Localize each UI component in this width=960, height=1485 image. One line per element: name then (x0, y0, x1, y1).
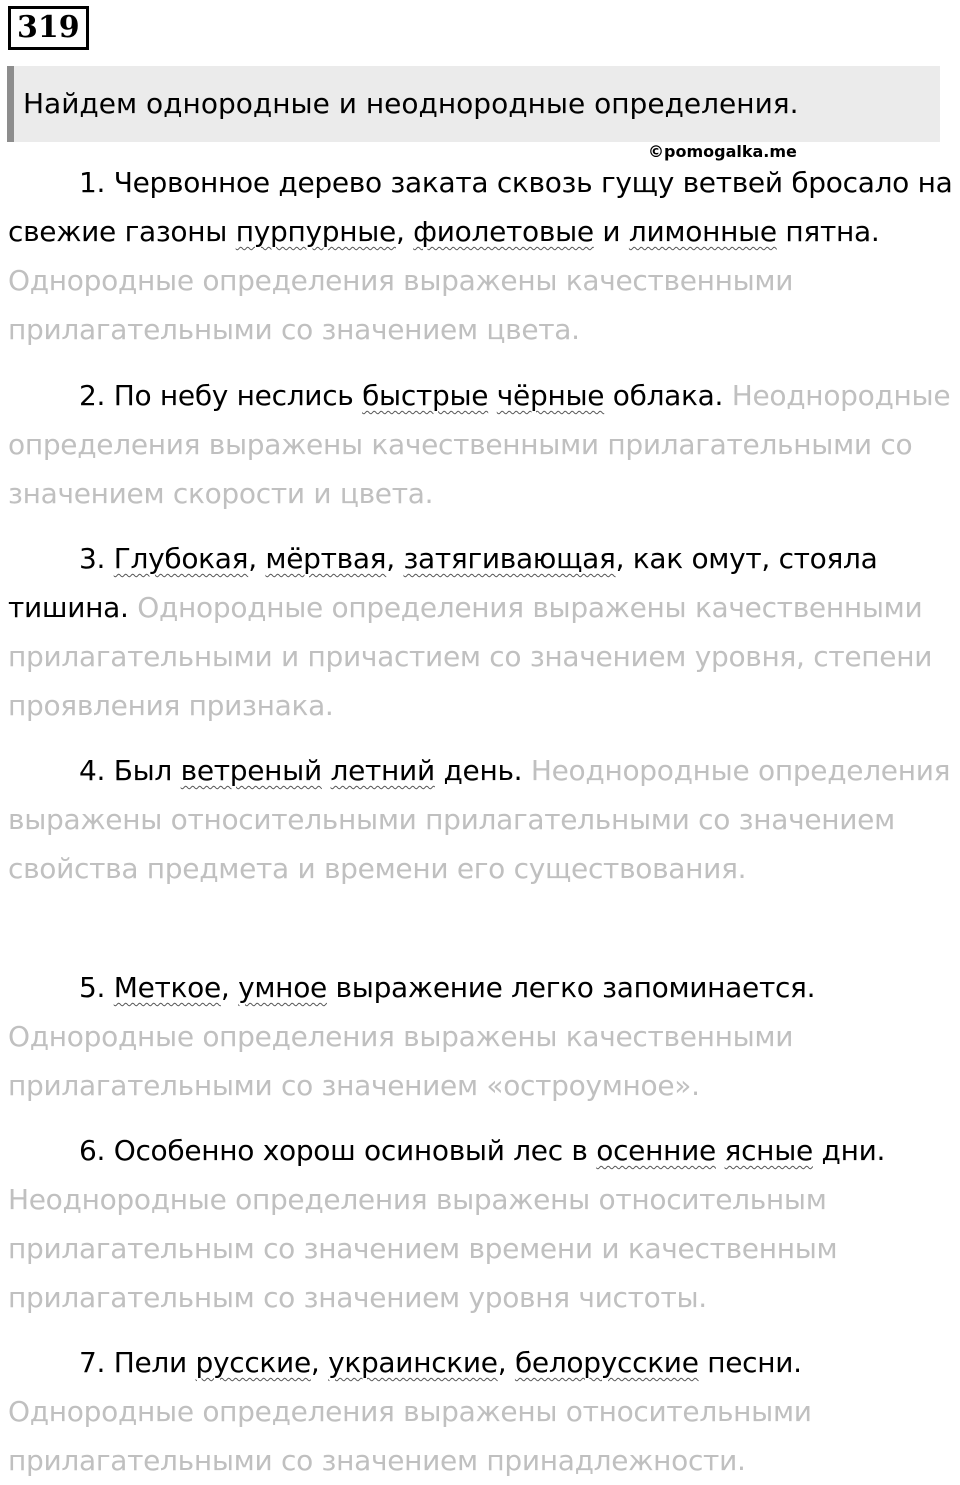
task-number: 319 (8, 6, 89, 50)
underlined-definition: затягивающая (403, 542, 616, 575)
task-header (7, 66, 940, 142)
underlined-definition: лимонные (628, 215, 777, 248)
underlined-definition: русские (195, 1346, 311, 1379)
explanation: Неоднородные определения выражены относительными прилагательными со значением свойства предмета и времени его существования. (8, 754, 951, 885)
underlined-definition: украинские (328, 1346, 498, 1379)
underlined-definition: ясные (724, 1134, 813, 1167)
underlined-definition: белорусские (514, 1346, 699, 1379)
sentence: 6. Особенно хорош осиновый лес в осенние ясные дни. (79, 1134, 886, 1167)
underlined-definition: пурпурные (235, 215, 396, 248)
explanation: Неоднородные определения выражены относительным прилагательным со значением времени и качественным прилагательным со значением уровня чистоты. (8, 1183, 838, 1314)
underlined-definition: умное (238, 971, 327, 1004)
explanation: Неоднородные определения выражены качественными прилагательными со значением скорости и цвета. (8, 379, 951, 510)
exercise-item-7 (8, 1338, 958, 1485)
underlined-definition: ветреный (180, 754, 322, 787)
underlined-definition: осенние (596, 1134, 716, 1167)
sentence: 5. Меткое, умное выражение легко запоминается. (79, 971, 816, 1004)
exercise-item-2 (8, 371, 958, 518)
exercise-item-4 (8, 746, 958, 893)
sentence: 1. Червонное дерево заката сквозь гущу ветвей бросало на свежие газоны пурпурные, фиолетовые и лимонные пятна. (8, 166, 953, 248)
underlined-definition: быстрые (362, 379, 489, 412)
copyright-watermark: ©pomogalka.me (648, 142, 797, 161)
explanation: Однородные определения выражены относительными прилагательными со значением принадлежности. (8, 1395, 812, 1477)
exercise-item-6 (8, 1126, 958, 1322)
explanation: Однородные определения выражены качественными прилагательными со значением «остроумное». (8, 1020, 794, 1102)
underlined-definition: Глубокая (113, 542, 249, 575)
explanation: Однородные определения выражены качественными прилагательными и причастием со значением уровня, степени проявления признака. (8, 591, 933, 722)
header-title: Найдем однородные и неоднородные определения. (23, 87, 799, 120)
underlined-definition: чёрные (496, 379, 605, 412)
sentence: 3. Глубокая, мёртвая, затягивающая, как омут, стояла тишина. (8, 542, 878, 624)
underlined-definition: фиолетовые (413, 215, 594, 248)
exercise-item-1 (8, 158, 958, 354)
explanation: Однородные определения выражены качественными прилагательными со значением цвета. (8, 264, 794, 346)
exercise-item-3 (8, 534, 958, 730)
exercise-item-5 (8, 963, 958, 1110)
header-accent-bar (7, 66, 14, 142)
sentence: 4. Был ветреный летний день. (79, 754, 523, 787)
underlined-definition: Меткое (113, 971, 221, 1004)
underlined-definition: летний (330, 754, 435, 787)
sentence: 7. Пели русские, украинские, белорусские песни. (79, 1346, 802, 1379)
underlined-definition: мёртвая (265, 542, 387, 575)
sentence: 2. По небу неслись быстрые чёрные облака. (79, 379, 724, 412)
